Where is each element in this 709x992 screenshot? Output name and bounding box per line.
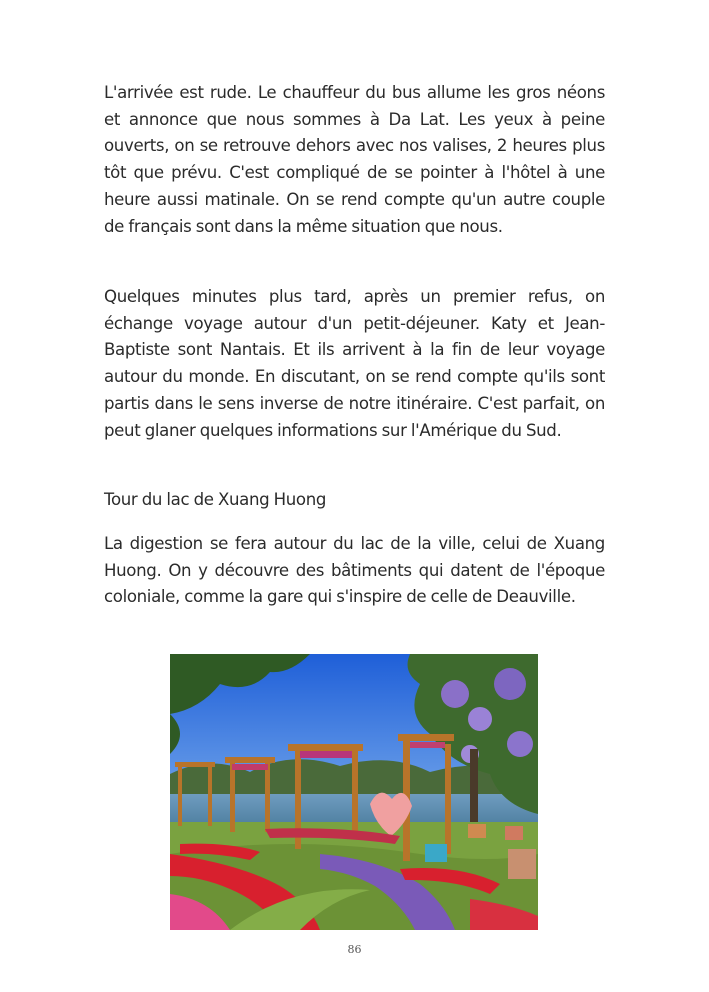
paragraph: La digestion se fera autour du lac de la ville, celui de Xuang Huong. On y découvre des bâtiments qui datent de l'époque coloniale, comme la gare qui s'inspire de celle de Deauville. (104, 534, 605, 607)
page-number: 86 (347, 943, 362, 956)
section-heading: Tour du lac de Xuang Huong (104, 490, 327, 509)
lake-garden-photo (170, 654, 538, 930)
paragraph: L'arrivée est rude. Le chauffeur du bus allume les gros néons et annonce que nous sommes à Da Lat. Les yeux à peine ouverts, on se retrouve dehors avec nos valises, 2 heures plus tôt que prévu. C'est compliqué de se pointer à l'hôtel à une heure aussi matinale. On se rend compte qu'un autre couple de français sont dans la même situation que nous. (104, 83, 605, 236)
planter (425, 844, 447, 862)
paragraph: Quelques minutes plus tard, après un premier refus, on échange voyage autour d'un petit-déjeuner. Katy et Jean-Baptiste sont Nantais. Et ils arrivent à la fin de leur voyage autour du monde. En discutant, on se rend compte qu'ils sont partis dans le sens inverse de notre itinéraire. C'est parfait, on peut glaner quelques informations sur l'Amérique du Sud. (104, 287, 605, 440)
